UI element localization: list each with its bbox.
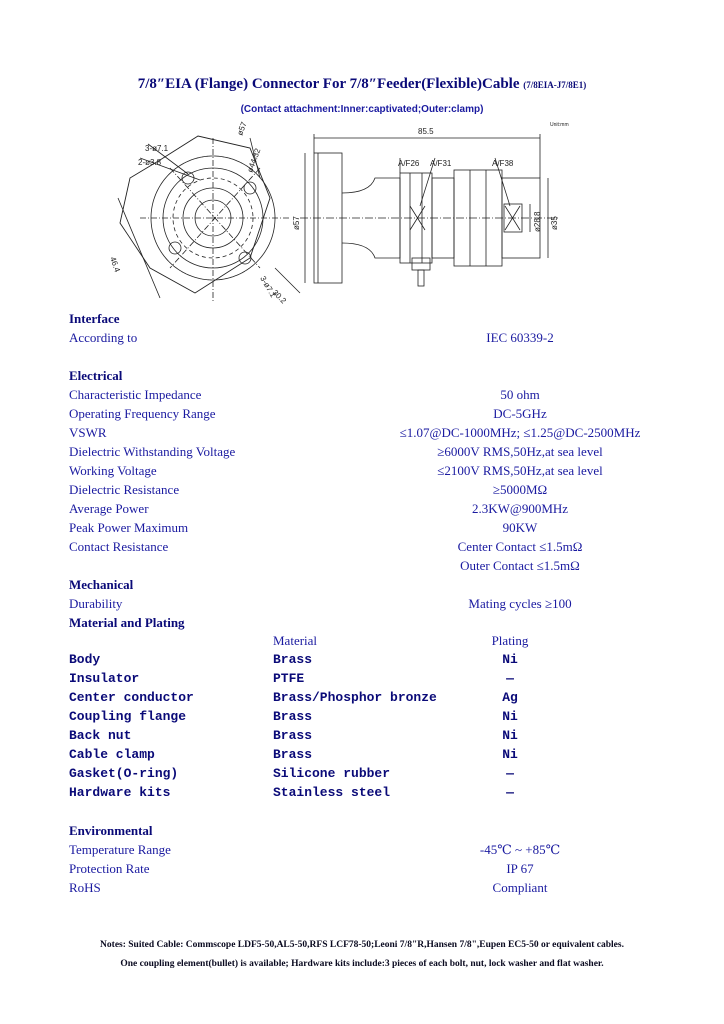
electrical-value: ≥6000V RMS,50Hz,at sea level [437, 444, 603, 459]
title-code: (7/8EIA-J7/8E1) [523, 80, 587, 90]
part-name: Body [69, 652, 101, 667]
notes-line-1: Notes: Suited Cable: Commscope LDF5-50,AL5-50,RFS LCF78-50;Leoni 7/8"R,Hansen 7/8",Eupen EC5-50 or equivalent cables. [100, 940, 624, 950]
electrical-value: 2.3KW@900MHz [471, 501, 569, 516]
material-row [0, 652, 724, 671]
electrical-label: Average Power [69, 501, 149, 516]
part-name: Gasket(O-ring) [69, 766, 179, 781]
part-material: Brass/Phosphor bronze [273, 690, 437, 705]
material-row [0, 728, 724, 747]
electrical-label: Contact Resistance [69, 539, 169, 554]
electrical-label: VSWR [69, 425, 107, 440]
part-plating: — [506, 766, 514, 781]
electrical-label: Peak Power Maximum [69, 520, 189, 535]
part-plating: Ni [502, 728, 518, 743]
environmental-label: Temperature Range [69, 842, 171, 857]
part-material: PTFE [273, 671, 305, 686]
dim-bolt: 3-ø7.1 [258, 274, 278, 300]
electrical-value: ≥5000MΩ [492, 482, 548, 497]
dim-key3: A/F38 [492, 159, 514, 168]
page-subtitle: (Contact attachment:Inner:captivated;Outer:clamp) [240, 104, 484, 115]
environmental-label: Protection Rate [69, 861, 150, 876]
electrical-label: Dielectric Resistance [69, 482, 180, 497]
environmental-label: RoHS [69, 880, 101, 895]
part-plating: — [506, 671, 514, 686]
dim-overall-length: 85.5 [418, 127, 434, 136]
interface-value: IEC 60339-2 [486, 330, 554, 345]
part-material: Brass [273, 728, 313, 743]
material-row [0, 671, 724, 690]
dim-hole1: 3-ø7.1 [145, 144, 169, 153]
mechanical-value: Mating cycles ≥100 [468, 596, 572, 611]
interface-heading: Interface [69, 311, 120, 326]
material-column-header: Material [273, 633, 318, 648]
connector-drawing [100, 118, 580, 318]
dim-flange-side: ø57 [292, 216, 301, 230]
electrical-label: Dielectric Withstanding Voltage [69, 444, 236, 459]
electrical-value: 90KW [502, 520, 538, 535]
environmental-value: Compliant [492, 880, 548, 895]
material-row [0, 766, 724, 785]
plating-column-header: Plating [491, 633, 529, 648]
mechanical-heading: Mechanical [69, 577, 134, 592]
notes [0, 936, 724, 974]
part-plating: Ni [502, 747, 518, 762]
part-plating: Ni [502, 709, 518, 724]
dim-bolt-circle: ø44.32 [245, 147, 263, 174]
environmental-heading: Environmental [69, 823, 153, 838]
part-name: Cable clamp [69, 747, 155, 762]
part-material: Silicone rubber [273, 766, 391, 781]
part-material: Stainless steel [273, 785, 391, 800]
part-name: Hardware kits [69, 785, 171, 800]
part-material: Brass [273, 747, 313, 762]
part-name: Coupling flange [69, 709, 187, 724]
part-plating: Ag [502, 690, 518, 705]
electrical-heading: Electrical [69, 368, 123, 383]
part-name: Back nut [69, 728, 132, 743]
electrical-label: Working Voltage [69, 463, 157, 478]
material-row [0, 709, 724, 728]
electrical-value: ≤2100V RMS,50Hz,at sea level [437, 463, 603, 478]
electrical-value: 50 ohm [500, 387, 540, 402]
dim-hole2: 2-ø3.8 [138, 158, 162, 167]
side-view-labels [292, 122, 569, 232]
electrical-label: Characteristic Impedance [69, 387, 202, 402]
mechanical-label: Durability [69, 596, 123, 611]
page-title [0, 76, 724, 93]
environmental-value: -45℃ ~ +85℃ [479, 842, 561, 857]
material-row [0, 747, 724, 766]
material-row [0, 785, 724, 804]
part-material: Brass [273, 652, 313, 667]
dim-flat: 30.2 [270, 288, 288, 306]
electrical-value: ≤1.07@DC-1000MHz; ≤1.25@DC-2500MHz [399, 425, 641, 440]
environmental-value: IP 67 [506, 861, 534, 876]
part-name: Center conductor [69, 690, 194, 705]
part-material: Brass [273, 709, 313, 724]
dim-face: 46.4 [108, 255, 122, 274]
electrical-value: Center Contact ≤1.5mΩ [457, 539, 583, 554]
interface-label: According to [69, 330, 138, 345]
units-label: Unit:mm [550, 122, 569, 128]
part-plating: — [506, 785, 514, 800]
part-plating: Ni [502, 652, 518, 667]
part-name: Insulator [69, 671, 140, 686]
electrical-value: Outer Contact ≤1.5mΩ [460, 558, 580, 573]
materials-heading: Material and Plating [69, 615, 185, 630]
dim-key1: A/F26 [398, 159, 420, 168]
dim-cable: ø35 [550, 216, 559, 230]
notes-line-2: One coupling element(bullet) is available; Hardware kits include:3 pieces of each bolt, nut, lock washer and flat washer. [120, 959, 604, 969]
side-view [300, 134, 560, 286]
dim-key2: A/F31 [430, 159, 452, 168]
dim-flange-front: ø57 [235, 120, 249, 137]
electrical-label: Operating Frequency Range [69, 406, 216, 421]
electrical-value: DC-5GHz [493, 406, 547, 421]
dim-nut: ø28.8 [533, 211, 542, 232]
material-row [0, 690, 724, 709]
title-main: 7/8″EIA (Flange) Connector For 7/8″Feeder(Flexible)Cable [137, 76, 520, 92]
